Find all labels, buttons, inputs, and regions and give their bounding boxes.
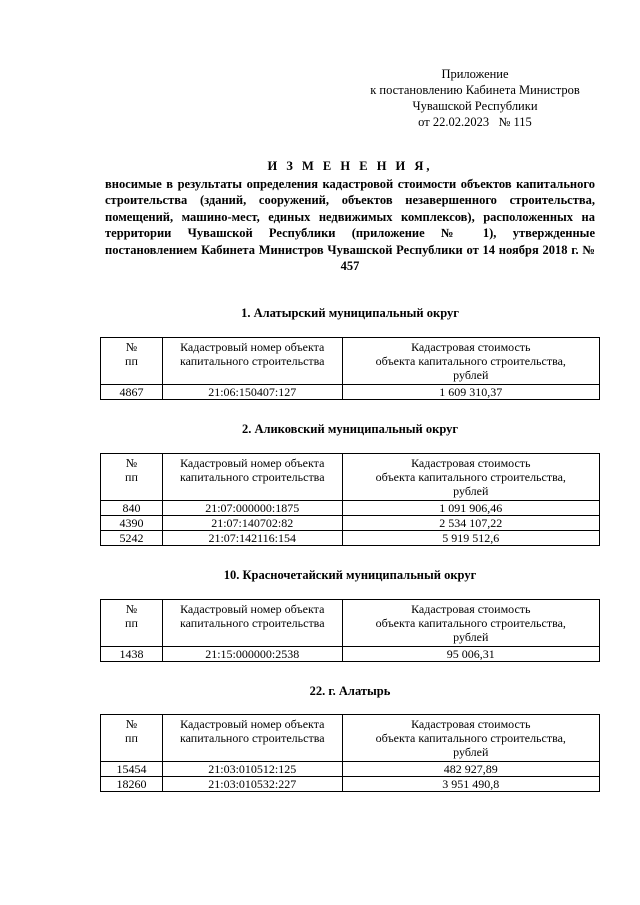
table-header-row: [101, 454, 600, 501]
header-num: № пп: [101, 454, 163, 501]
cell-value: 1 091 906,46: [342, 501, 599, 516]
header-cadastral: Кадастровый номер объекта капитального строительства: [162, 454, 342, 501]
appendix-line: Приложение: [441, 67, 509, 81]
cell-cadastral: 21:07:000000:1875: [162, 501, 342, 516]
section-title: 1. Алатырский муниципальный округ: [241, 306, 459, 320]
table-header-row: [101, 338, 600, 385]
appendix-line: Чувашской Республики: [412, 99, 538, 113]
cell-num: 840: [101, 501, 163, 516]
cell-num: 5242: [101, 531, 163, 546]
table-header-row: [101, 715, 600, 762]
header-cadastral: Кадастровый номер объекта капитального строительства: [162, 715, 342, 762]
table-row: [101, 516, 600, 531]
data-table: [100, 599, 600, 662]
table-row: [101, 762, 600, 777]
table-row: [101, 777, 600, 792]
cell-cadastral: 21:03:010512:125: [162, 762, 342, 777]
table-row: [101, 531, 600, 546]
header-value: Кадастровая стоимость объекта капитального строительства, рублей: [342, 454, 599, 501]
cell-value: 3 951 490,8: [342, 777, 599, 792]
cell-cadastral: 21:07:140702:82: [162, 516, 342, 531]
cell-value: 2 534 107,22: [342, 516, 599, 531]
cell-cadastral: 21:15:000000:2538: [162, 647, 342, 662]
appendix-date-line: от 22.02.2023 № 115: [418, 115, 532, 129]
cell-num: 18260: [101, 777, 163, 792]
header-num: № пп: [101, 600, 163, 647]
data-table: [100, 714, 600, 792]
cell-num: 4390: [101, 516, 163, 531]
data-table: [100, 337, 600, 400]
cell-value: 1 609 310,37: [342, 385, 599, 400]
header-cadastral: Кадастровый номер объекта капитального строительства: [162, 600, 342, 647]
data-table: [100, 453, 600, 546]
header-num: № пп: [101, 715, 163, 762]
cell-cadastral: 21:07:142116:154: [162, 531, 342, 546]
cell-num: 4867: [101, 385, 163, 400]
section-title: 22. г. Алатырь: [309, 684, 391, 698]
section-title: 10. Красночетайский муниципальный округ: [223, 568, 477, 582]
document-title: [105, 158, 595, 275]
header-num: № пп: [101, 338, 163, 385]
header-value: Кадастровая стоимость объекта капитального строительства, рублей: [342, 600, 599, 647]
cell-cadastral: 21:06:150407:127: [162, 385, 342, 400]
cell-cadastral: 21:03:010532:227: [162, 777, 342, 792]
cell-value: 5 919 512,6: [342, 531, 599, 546]
table-row: [101, 647, 600, 662]
section-title: 2. Аликовский муниципальный округ: [241, 422, 459, 436]
title-subtitle: вносимые в результаты определения кадастровой стоимости объектов капитального строительства (зданий, сооружений, объектов незавершенного строительства, помещений, машино-мест, единых недвижимых комплексов), расположенных на территории Чувашской Республики (приложение № 1), утвержденные постановлением Кабинета Министров Чувашской Республики от 14 ноября 2018 г. № 457: [105, 176, 595, 273]
table-header-row: [101, 600, 600, 647]
cell-num: 1438: [101, 647, 163, 662]
header-value: Кадастровая стоимость объекта капитального строительства, рублей: [342, 715, 599, 762]
appendix-line: к постановлению Кабинета Министров: [370, 83, 580, 97]
cell-value: 482 927,89: [342, 762, 599, 777]
header-value: Кадастровая стоимость объекта капитального строительства, рублей: [342, 338, 599, 385]
cell-num: 15454: [101, 762, 163, 777]
table-row: [101, 385, 600, 400]
appendix-header: [340, 66, 610, 130]
cell-value: 95 006,31: [342, 647, 599, 662]
header-cadastral: Кадастровый номер объекта капитального строительства: [162, 338, 342, 385]
title-heading: И З М Е Н Е Н И Я,: [267, 159, 433, 173]
table-row: [101, 501, 600, 516]
